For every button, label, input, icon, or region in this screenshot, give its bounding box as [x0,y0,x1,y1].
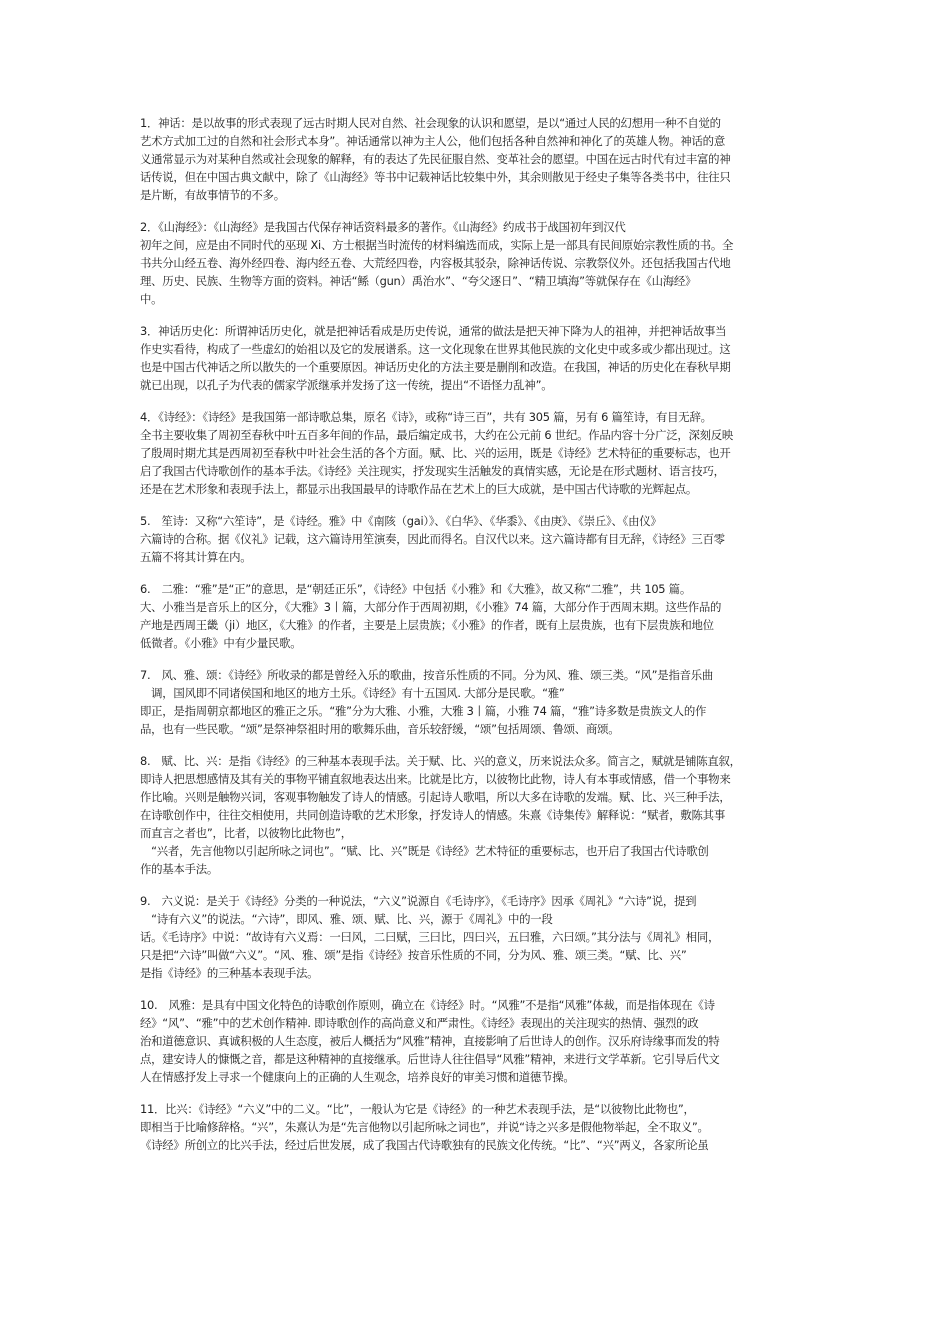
text-line: 1．神话：是以故事的形式表现了远古时期人民对自然、社会现象的认识和愿望，是以“通过人民的幻想用一种不自觉的 [140,116,721,130]
text-line: 了殷周时期尤其是西周初至春秋中叶社会生活的各个方面。赋、比、兴的运用，既是《诗经》艺术特征的重要标志，也开 [140,446,731,460]
paragraph-myth-historicization [140,322,830,394]
text-line: 作的基本手法。 [140,862,218,876]
text-line: 6. 二雅：“雅”是“正”的意思，是“朝廷正乐”，《诗经》中包括《小雅》和《大雅》，故又称“二雅”，共 105 篇。 [140,582,691,596]
text-line: “兴者，先言他物以引起所咏之词也”。“赋、比、兴”既是《诗经》艺术特征的重要标志，也开启了我国古代诗歌创 [140,844,709,858]
paragraph-shengshi [140,512,830,566]
text-line: 2．《山海经》：《山海经》是我国古代保存神话资料最多的著作。《山海经》约成书于战国初年到汉代 [140,220,626,234]
text-line: 而直言之者也”，比者，以彼物比此物也”， [140,826,352,840]
paragraph-bixing [140,1100,830,1154]
text-line: 5. 笙诗：又称“六笙诗”，是《诗经。雅》中《南陔（gai）》、《白华》、《华黍》、《由庚》、《崇丘》、《由仪》 [140,514,662,528]
text-line: 11．比兴：《诗经》“六义”中的二义。“比”，一般认为它是《诗经》的一种艺术表现手法，是“以彼物比此物也”， [140,1102,695,1116]
paragraph-liuyi [140,892,830,982]
text-line: 产地是西周王畿（ji）地区，《大雅》的作者，主要是上层贵族；《小雅》的作者，既有上层贵族，也有下层贵族和地位 [140,618,714,632]
text-line: “诗有六义”的说法。“六诗”，即风、雅、颂、赋、比、兴，源于《周礼》中的一段 [140,912,553,926]
text-line: 人在情感抒发上寻求一个健康向上的正确的人生观念，培养良好的审美习惯和道德节操。 [140,1070,575,1084]
text-line: 7. 风、雅、颂：《诗经》所收录的都是曾经入乐的歌曲，按音乐性质的不同。分为风、雅、颂三类。“风”是指音乐曲 [140,668,714,682]
text-line: 是片断，有故事情节的不多。 [140,188,285,202]
paragraph-feng-ya-song [140,666,830,738]
text-line: 全书主要收集了周初至春秋中叶五百多年间的作品，最后编定成书，大约在公元前 6 世纪。作品内容十分广泛，深刻反映 [140,428,734,442]
text-line: 理、历史、民族、生物等方面的资料。神话“鲧（gun）禹治水”、“夸父逐日”、“精卫填海”等就保存在《山海经》 [140,274,697,288]
paragraph-shijing [140,408,830,498]
text-line: 10. 风雅：是具有中国文化特色的诗歌创作原则，确立在《诗经》时。“风雅”不是指“风雅”体裁，而是指体现在《诗 [140,998,715,1012]
text-line: 在诗歌创作中，往往交相使用，共同创造诗歌的艺术形象，抒发诗人的情感。朱熹《诗集传》解释说：“赋者，敷陈其事 [140,808,725,822]
text-line: 品，也有一些民歌。“颂”是祭神祭祖时用的歌舞乐曲，音乐较舒缓，“颂”包括周颂、鲁颂、商颂。 [140,722,620,736]
paragraph-shanhaijing [140,218,830,308]
text-line: 就已出现，以孔子为代表的儒家学派继承并发扬了这一传统，提出“不语怪力乱神”。 [140,378,553,392]
text-line: 五篇不将其计算在内。 [140,550,252,564]
text-line: 即诗人把思想感情及其有关的事物平铺直叙地表达出来。比就是比方，以彼物比此物，诗人有本事或情感，借一个事物来 [140,772,731,786]
text-line: 调，国风即不同诸侯国和地区的地方土乐。《诗经》有十五国风. 大部分是民歌。“雅” [140,686,565,700]
text-line: 初年之间，应是由不同时代的巫现 Xi、方士根据当时流传的材料编选而成，实际上是一部具有民间原始宗教性质的书。全 [140,238,734,252]
text-line: 也是中国古代神话之所以散失的一个重要原因。神话历史化的方法主要是删削和改造。在我国，神话的历史化在春秋早期 [140,360,731,374]
text-line: 中。 [140,292,163,306]
text-line: 8. 赋、比、兴：是指《诗经》的三种基本表现手法。关于赋、比、兴的意义，历来说法众多。简言之，赋就是铺陈直叙， [140,754,741,768]
text-line: 经》“风”、“雅”中的艺术创作精神. 即诗歌创作的高尚意义和严肃性。《诗经》表现出的关注现实的热情、强烈的政 [140,1016,699,1030]
text-line: 低微者。《小雅》中有少量民歌。 [140,636,302,650]
text-line: 作史实看待，构成了一些虚幻的始祖以及它的发展谱系。这一文化现象在世界其他民族的文化史中或多或少都出现过。这 [140,342,731,356]
paragraph-erya [140,580,830,652]
text-line: 启了我国古代诗歌创作的基本手法。《诗经》关注现实，抒发现实生活触发的真情实感，无论是在形式题材、语言技巧， [140,464,725,478]
text-line: 大、小雅当是音乐上的区分，《大雅》3丨篇，大部分作于西周初期，《小雅》74 篇，大部分作于西周末期。这些作品的 [140,600,722,614]
text-line: 点，建安诗人的慷慨之音，都是这种精神的直接继承。后世诗人往往倡导“风雅”精神，来进行文学革新。它引导后代文 [140,1052,720,1066]
text-line: 六篇诗的合称。据《仪礼》记载，这六篇诗用笙演奏，因此而得名。自汉代以来。这六篇诗都有目无辞，《诗经》三百零 [140,532,725,546]
text-line: 3．神话历史化：所谓神话历史化，就是把神话看成是历史传说，通常的做法是把天神下降为人的祖神，并把神话故事当 [140,324,727,338]
text-line: 作比喻。兴则是触物兴词，客观事物触发了诗人的情感。引起诗人歌唱，所以大多在诗歌的发端。赋、比、兴三种手法， [140,790,731,804]
text-line: 话传说，但在中国古典文献中，除了《山海经》等书中记载神话比较集中外，其余则散见于经史子集等各类书中，往往只 [140,170,731,184]
paragraph-fu-bi-xing [140,752,830,878]
text-line: 治和道德意识、真诚积极的人生态度，被后人概括为“风雅”精神，直接影响了后世诗人的创作。汉乐府诗缘事而发的特 [140,1034,720,1048]
text-line: 即相当于比喻修辞格。“兴”，朱熹认为是“先言他物以引起所咏之词也”，并说“诗之兴多是假他物举起，全不取义”。 [140,1120,709,1134]
text-line: 即正，是指周朝京都地区的雅正之乐。“雅”分为大雅、小雅，大雅 3丨篇，小雅 74 篇，“雅”诗多数是贵族文人的作 [140,704,707,718]
text-line: 《诗经》所创立的比兴手法，经过后世发展，成了我国古代诗歌独有的民族文化传统。“比”、“兴”两义，各家所论虽 [140,1138,709,1152]
paragraph-fengya [140,996,830,1086]
text-line: 是指《诗经》的三种基本表现手法。 [140,966,319,980]
text-line: 还是在艺术形象和表现手法上，都显示出我国最早的诗歌作品在艺术上的巨大成就，是中国古代诗歌的光辉起点。 [140,482,698,496]
text-line: 只是把“六诗”叫做“六义”。“风、雅、颂”是指《诗经》按音乐性质的不同，分为风、雅、颂三类。“赋、比、兴” [140,948,687,962]
text-line: 4．《诗经》：《诗经》是我国第一部诗歌总集，原名《诗》，或称“诗三百”，共有 305 篇，另有 6 篇笙诗，有目无辞。 [140,410,712,424]
text-line: 义通常显示为对某种自然或社会现象的解释，有的表达了先民征服自然、变革社会的愿望。中国在远古时代有过丰富的神 [140,152,731,166]
paragraph-myth [140,114,830,204]
document-body [140,114,830,1168]
text-line: 话。《毛诗序》中说：“故诗有六义焉：一曰风，二曰赋，三曰比，四曰兴，五曰雅，六曰颂。”其分法与《周礼》相同， [140,930,720,944]
text-line: 艺术方式加工过的自然和社会形式本身”。神话通常以神为主人公，他们包括各种自然神和神化了的英雄人物。神话的意 [140,134,725,148]
text-line: 书共分山经五卷、海外经四卷、海内经五卷、大荒经四卷，内容极其驳杂，除神话传说、宗教祭仪外。还包括我国古代地 [140,256,731,270]
text-line: 9. 六义说：是关于《诗经》分类的一种说法，“六义”说源自《毛诗序》，《毛诗序》因承《周礼》“六诗”说，提到 [140,894,697,908]
